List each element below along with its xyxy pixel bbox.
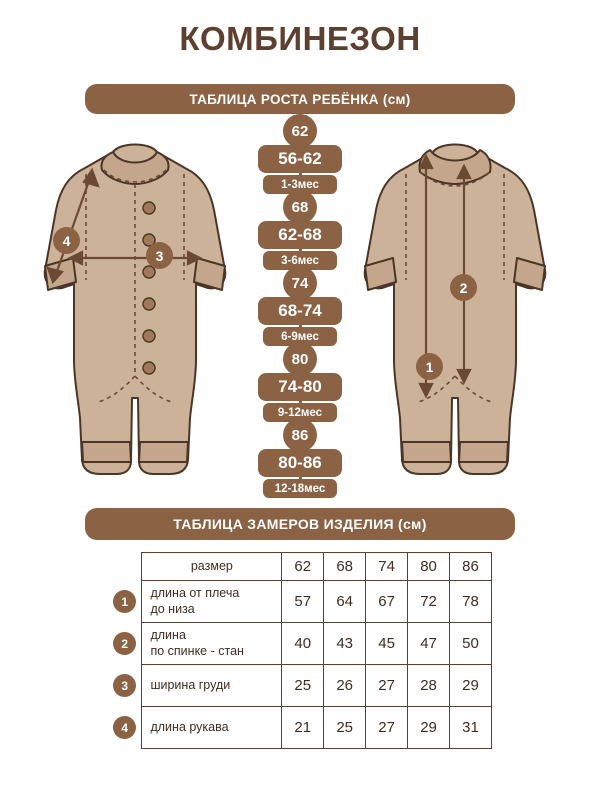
row-4-value-1: 25 [324,707,366,749]
row-4-value-3: 29 [408,707,450,749]
garment-front-illustration [20,130,250,490]
header-size-1: 68 [324,553,366,581]
callout-4: 4 [53,227,80,254]
row-1-value-2: 67 [366,581,408,623]
growth-range-4: 80-86 [258,449,342,477]
row-3-value-0: 25 [282,665,324,707]
row-label-2 [142,623,282,665]
callout-1: 1 [416,353,443,380]
growth-item-0 [258,114,342,194]
row-badge-2: 2 [113,632,136,655]
header-size-0: 62 [282,553,324,581]
row-2-value-0: 40 [282,623,324,665]
growth-size-4: 86 [283,418,317,452]
table-row [108,581,492,623]
row-label-2-line1: длина [150,627,186,642]
row-label-2-line2: по спинке - стан [150,643,244,658]
growth-range-1: 62-68 [258,221,342,249]
row-label-1 [142,581,282,623]
growth-age-3: 9-12мес [263,403,337,422]
row-label-1-line1: длина от плеча [150,585,240,600]
measure-table-banner: ТАБЛИЦА ЗАМЕРОВ ИЗДЕЛИЯ (см) [85,508,515,540]
row-2-value-2: 45 [366,623,408,665]
growth-range-0: 56-62 [258,145,342,173]
header-size-3: 80 [408,553,450,581]
header-label: размер [142,553,282,581]
row-3-value-4: 29 [450,665,492,707]
growth-age-1: 3-6мес [263,251,337,270]
callout-3: 3 [146,242,173,269]
page-title: КОМБИНЕЗОН [179,20,421,57]
row-badge-cell-3 [108,665,142,707]
growth-item-1 [258,190,342,270]
growth-size-column [258,114,342,494]
row-badge-4: 4 [113,716,136,739]
row-badge-3: 3 [113,674,136,697]
row-badge-cell-1 [108,581,142,623]
growth-size-3: 80 [283,342,317,376]
row-2-value-3: 47 [408,623,450,665]
growth-age-4: 12-18мес [263,479,337,498]
header-size-4: 86 [450,553,492,581]
growth-item-3 [258,342,342,422]
growth-item-2 [258,266,342,346]
growth-range-3: 74-80 [258,373,342,401]
row-badge-cell-2 [108,623,142,665]
header-badge-cell [108,553,142,581]
table-row [108,707,492,749]
row-1-value-1: 64 [324,581,366,623]
row-1-value-3: 72 [408,581,450,623]
growth-range-2: 68-74 [258,297,342,325]
row-label-4: длина рукава [142,707,282,749]
growth-size-2: 74 [283,266,317,300]
row-4-value-2: 27 [366,707,408,749]
row-label-3: ширина груди [142,665,282,707]
row-4-value-4: 31 [450,707,492,749]
row-label-1-line2: до низа [150,601,195,616]
table-row [108,665,492,707]
row-3-value-2: 27 [366,665,408,707]
table-header-row [108,553,492,581]
callout-2: 2 [450,274,477,301]
row-3-value-1: 26 [324,665,366,707]
growth-item-4 [258,418,342,498]
row-1-value-4: 78 [450,581,492,623]
row-4-value-0: 21 [282,707,324,749]
header-size-2: 74 [366,553,408,581]
growth-age-0: 1-3мес [263,175,337,194]
table-row [108,623,492,665]
growth-table-banner: ТАБЛИЦА РОСТА РЕБЁНКА (см) [85,84,515,114]
row-badge-cell-4 [108,707,142,749]
row-1-value-0: 57 [282,581,324,623]
row-3-value-3: 28 [408,665,450,707]
growth-size-1: 68 [283,190,317,224]
growth-size-0: 62 [283,114,317,148]
row-2-value-1: 43 [324,623,366,665]
growth-age-2: 6-9мес [263,327,337,346]
row-badge-1: 1 [113,590,136,613]
row-2-value-4: 50 [450,623,492,665]
measurements-table [108,552,492,749]
garment-back-illustration [340,130,570,490]
